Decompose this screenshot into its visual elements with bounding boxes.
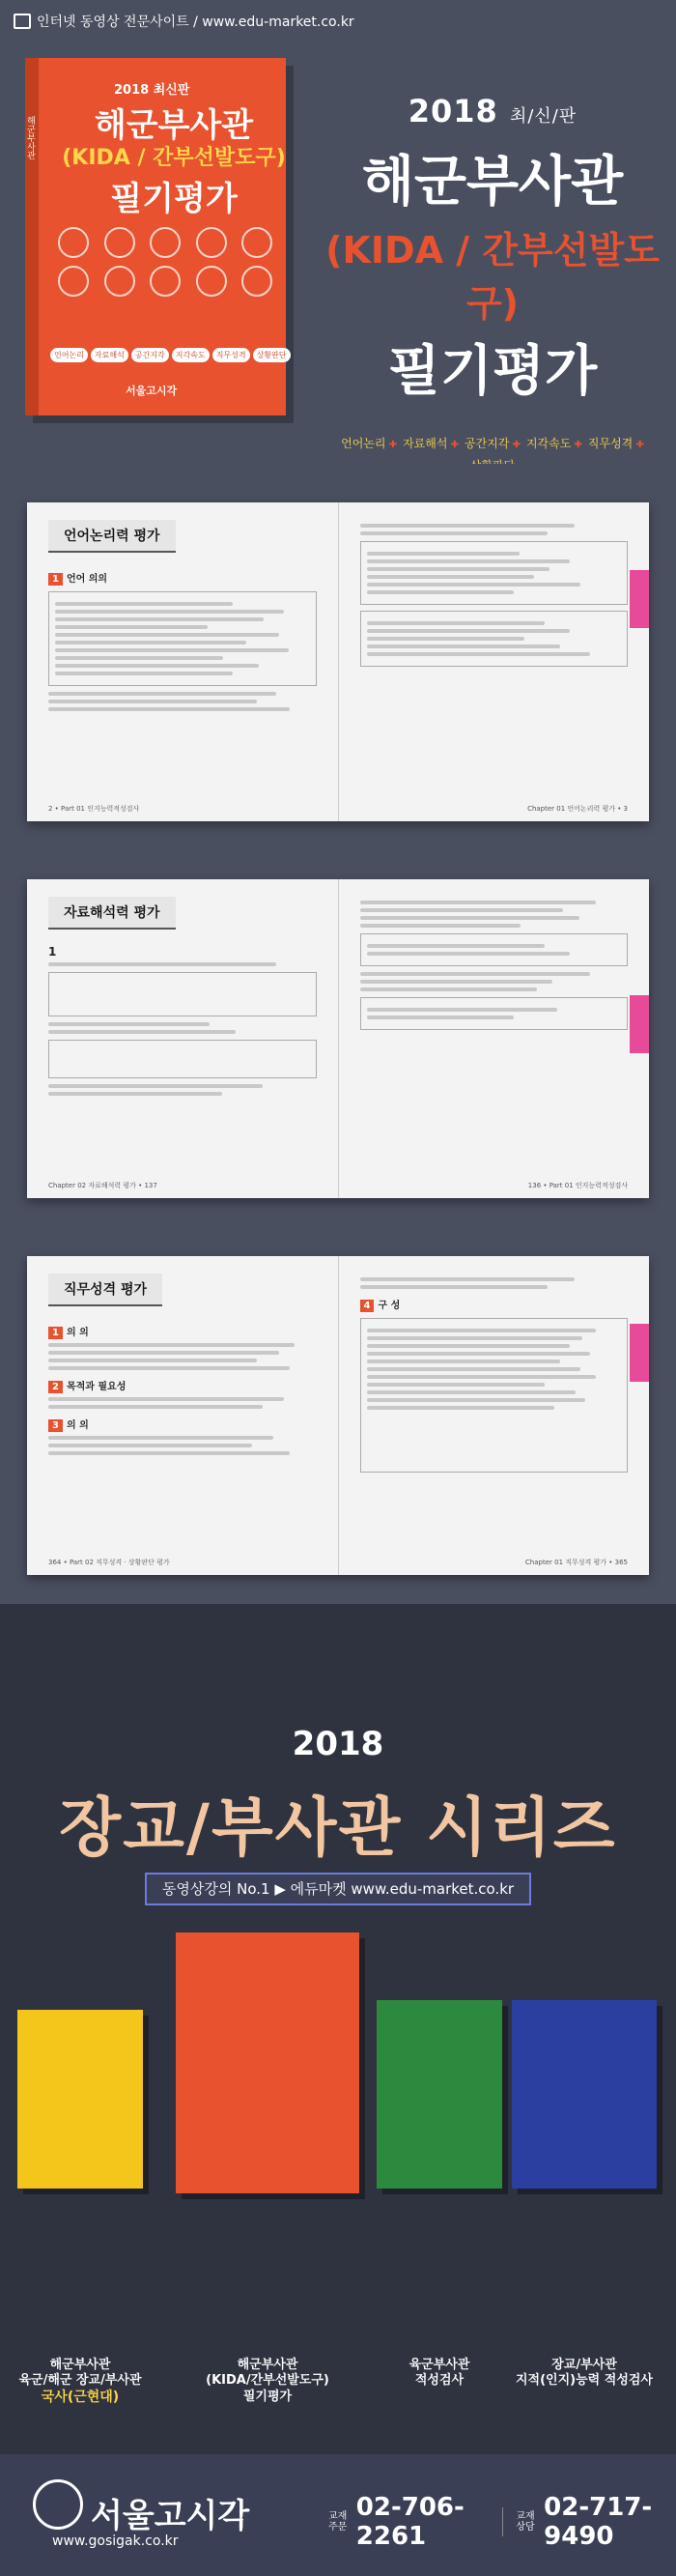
- book-cover-intelligence: [512, 2000, 657, 2189]
- preview-page-right: [338, 1256, 650, 1575]
- series-banner[interactable]: 동영상강의 No.1 ▶ 에듀마켓 www.edu-market.co.kr: [145, 1873, 531, 1905]
- contact-order-number[interactable]: 02-706-2261: [355, 2493, 465, 2551]
- page-footer: Chapter 01 언어논리력 평가 • 3: [527, 805, 628, 813]
- series-title: 장교/부사관 시리즈: [59, 1790, 617, 1865]
- content-box: [360, 611, 629, 667]
- headline-tag: 지각속도 ✚: [526, 435, 582, 451]
- book-cover-navy: [176, 1932, 359, 2193]
- bullet-icon: [104, 266, 135, 297]
- content-box: [360, 933, 629, 966]
- book-tag: 상황판단: [253, 348, 291, 362]
- content-box: [360, 997, 629, 1030]
- brand-name: 서울고시각: [91, 2497, 250, 2535]
- page-tab: [630, 570, 649, 628]
- preview-spread-1: [27, 502, 649, 821]
- headline-tag: 언어논리 ✚: [341, 435, 397, 451]
- ship-icon: [150, 227, 181, 258]
- section-heading: 3 의 의: [48, 1417, 317, 1432]
- series-section: [0, 1604, 676, 2454]
- contact-divider: [502, 2507, 503, 2536]
- preview-section: [0, 464, 676, 1604]
- rifle-icon: [241, 227, 272, 258]
- brand-mark-icon: [33, 2479, 83, 2530]
- book-tag: 공간지각: [131, 348, 169, 362]
- page-footer: 136 • Part 01 인지능력적성검사: [527, 1182, 628, 1189]
- home-icon: [14, 14, 31, 29]
- footer: [0, 2454, 676, 2576]
- topbar: [14, 12, 354, 31]
- book-tags: [50, 348, 292, 362]
- headline-line-2: (KIDA / 간부선발도구): [325, 229, 660, 325]
- page-footer: 364 • Part 02 직무성격 · 상황판단 평가: [48, 1559, 170, 1566]
- medal-icon: [58, 266, 89, 297]
- section-title: 구 성: [378, 1301, 401, 1311]
- page-footer: 2 • Part 01 인지능력적성검사: [48, 805, 140, 813]
- book-icon-grid: [58, 227, 280, 297]
- figure-box: [48, 1040, 317, 1078]
- target-icon: [58, 227, 89, 258]
- label-line: 해군부사관: [49, 2358, 111, 2372]
- book-label-intelligence: [512, 2358, 657, 2390]
- preview-spread-3: [27, 1256, 649, 1575]
- figure-box: [48, 972, 317, 1016]
- preview-page-right: [338, 502, 650, 821]
- section-heading: [48, 570, 317, 586]
- headline-tag: 직무성격 ✚: [588, 435, 644, 451]
- preview-page-right: [338, 879, 650, 1198]
- label-line: 장교/부사관 지적(인지)능력 적성검사: [516, 2358, 653, 2389]
- chapter-title: 직무성격 평가: [48, 1274, 162, 1306]
- book-tag: 직무성격: [212, 348, 250, 362]
- content-box: [48, 591, 317, 686]
- page-footer: Chapter 02 자료해석력 평가 • 137: [48, 1182, 157, 1189]
- question-number: 1: [48, 945, 57, 959]
- headline-edition: [319, 93, 666, 129]
- contact-info: [328, 2493, 676, 2551]
- preview-spread-2: [27, 879, 649, 1198]
- book-title-1: 해군부사관: [94, 106, 254, 145]
- grenade-icon: [241, 266, 272, 297]
- headline-year: 2018: [408, 93, 498, 129]
- headline-line-1: 해군부사관: [361, 151, 624, 214]
- topbar-text: 인터넷 동영상 전문사이트 / www.edu-market.co.kr: [37, 14, 354, 30]
- section-heading: [48, 1324, 317, 1339]
- book-title-2: (KIDA / 간부선발도구): [62, 146, 286, 170]
- page-footer: Chapter 01 직무성격 평가 • 365: [524, 1559, 628, 1566]
- book-label-army: [377, 2358, 502, 2390]
- headline-line-3: 필기평가: [387, 340, 598, 403]
- label-line: 국사(근현대): [41, 2389, 120, 2405]
- section-heading: 2 목적과 필요성: [48, 1378, 317, 1393]
- page-tab: [630, 995, 649, 1053]
- contact-consult-tag: 교재 상담: [516, 2511, 535, 2533]
- star-icon: [150, 266, 181, 297]
- hero-headline: [319, 93, 666, 473]
- headline-edition-label: 최/신/판: [509, 106, 577, 127]
- section-title: 의 의: [66, 1420, 89, 1431]
- table-box: [360, 1318, 629, 1473]
- book-cover-army: [377, 2000, 502, 2189]
- section-title: 목적과 필요성: [66, 1382, 127, 1392]
- book-publisher: 서울고시각: [126, 385, 178, 397]
- section-heading: 4 구 성: [360, 1297, 629, 1312]
- preview-page-left: [27, 879, 338, 1198]
- anchor-icon: [196, 227, 227, 258]
- contact-order-tag: 교재 주문: [328, 2511, 348, 2533]
- label-line: 해군부사관 (KIDA/간부선발도구) 필기평가: [206, 2358, 329, 2404]
- chapter-title: 언어논리력 평가: [48, 520, 176, 553]
- book-tag: 자료해석: [91, 348, 128, 362]
- chapter-title: 자료해석력 평가: [48, 897, 176, 930]
- book-spine-label: 해군부사관: [25, 116, 35, 159]
- submarine-icon: [196, 266, 227, 297]
- headline-tag: 공간지각 ✚: [465, 435, 521, 451]
- book-label-history: [17, 2358, 143, 2406]
- section-number: 1: [48, 573, 63, 586]
- preview-page-left: [27, 502, 338, 821]
- section-title: 언어 의의: [66, 574, 108, 585]
- hero-section: [0, 0, 676, 464]
- label-line: 육군부사관 적성검사: [408, 2358, 470, 2389]
- series-year: 2018: [292, 1725, 384, 1763]
- brand-url[interactable]: www.gosigak.co.kr: [52, 2533, 179, 2549]
- page-tab: [630, 1324, 649, 1382]
- book-tag: 언어논리: [50, 348, 88, 362]
- content-box: [360, 541, 629, 605]
- section-number: 1: [48, 1327, 63, 1339]
- preview-page-left: [27, 1256, 338, 1575]
- book-edition: 2018 최신판: [114, 83, 190, 98]
- hero-book-cover: [25, 58, 286, 415]
- contact-consult-number[interactable]: 02-717-9490: [544, 2493, 653, 2551]
- section-title: 의 의: [66, 1328, 89, 1338]
- label-line: 육군/해군 장교/부사관: [18, 2373, 142, 2389]
- book-label-navy: [176, 2358, 359, 2405]
- headline-tag: 자료해석 ✚: [403, 435, 459, 451]
- book-tag: 지각속도: [172, 348, 210, 362]
- emblem-icon: [104, 227, 135, 258]
- book-cover-history: [17, 2010, 143, 2189]
- brand-logo[interactable]: [37, 2489, 249, 2536]
- book-title-3: 필기평가: [110, 180, 238, 218]
